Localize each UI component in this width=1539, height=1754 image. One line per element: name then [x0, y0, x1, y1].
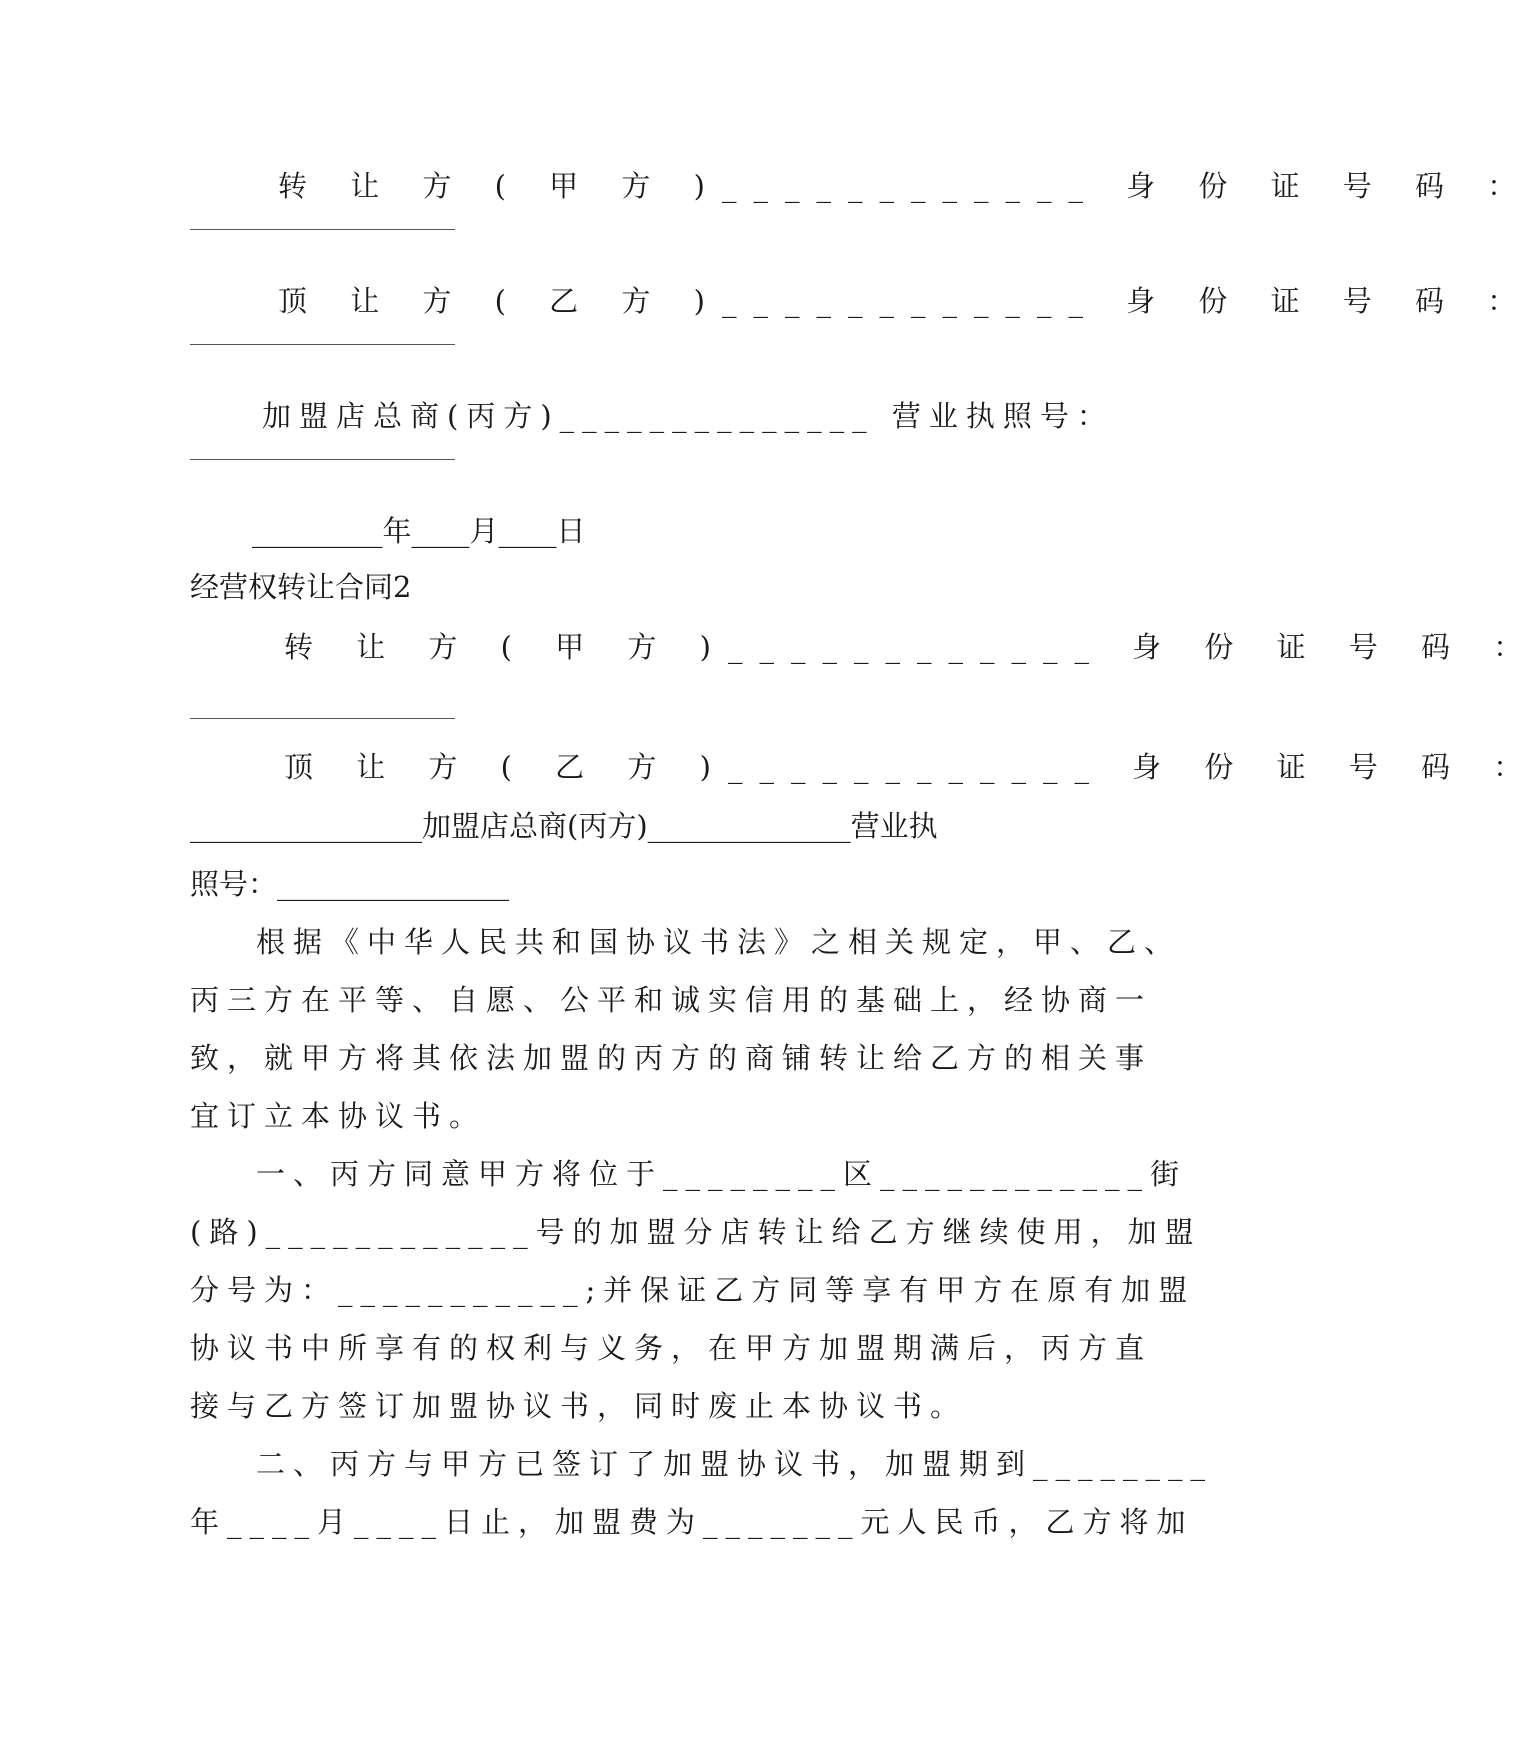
preamble-line: 致，就甲方将其依法加盟的丙方的商铺转让给乙方的相关事 — [190, 1041, 1153, 1075]
section-title: 经营权转让合同2 — [190, 570, 412, 604]
license-number-line: 照号：________________ — [190, 867, 510, 901]
franchisor-line: ________________加盟店总商(丙方)______________营业执 — [190, 809, 938, 843]
clause-1-line: 接与乙方签订加盟协议书，同时废止本协议书。 — [190, 1389, 968, 1423]
transferee-line: 顶 让 方 ( 乙 方 )____________ 身 份 证 号 码 ： — [284, 750, 1539, 784]
preamble-line: 宜订立本协议书。 — [190, 1099, 487, 1133]
id-number-blank — [190, 229, 455, 230]
license-number-blank — [190, 459, 455, 460]
id-number-blank — [190, 344, 455, 345]
clause-1-line: (路)____________号的加盟分店转让给乙方继续使用，加盟 — [190, 1215, 1202, 1249]
clause-2-line: 年____月____日止，加盟费为_______元人民币，乙方将加 — [190, 1505, 1194, 1539]
clause-2-line: 二、丙方与甲方已签订了加盟协议书，加盟期到________ — [256, 1447, 1214, 1481]
id-number-blank — [190, 718, 455, 719]
date-line: _________年____月____日 — [252, 514, 586, 548]
clause-1-line: 分号为：___________;并保证乙方同等享有甲方在原有加盟 — [190, 1273, 1196, 1307]
clause-1-line: 一、丙方同意甲方将位于________区____________街 — [256, 1157, 1188, 1191]
transferor-line: 转 让 方 ( 甲 方 )____________ 身 份 证 号 码 ： — [284, 630, 1539, 664]
clause-1-line: 协议书中所享有的权利与义务，在甲方加盟期满后，丙方直 — [190, 1331, 1153, 1365]
preamble-line: 丙三方在平等、自愿、公平和诚实信用的基础上，经协商一 — [190, 983, 1153, 1017]
transferee-line: 顶 让 方 ( 乙 方 )____________ 身 份 证 号 码 ： — [278, 284, 1534, 318]
franchisor-line: 加盟店总商(丙方)______________ 营业执照号： — [262, 399, 1114, 433]
transferor-line: 转 让 方 ( 甲 方 )____________ 身 份 证 号 码 ： — [278, 169, 1534, 203]
preamble-line: 根据《中华人民共和国协议书法》之相关规定，甲、乙、 — [256, 925, 1182, 959]
